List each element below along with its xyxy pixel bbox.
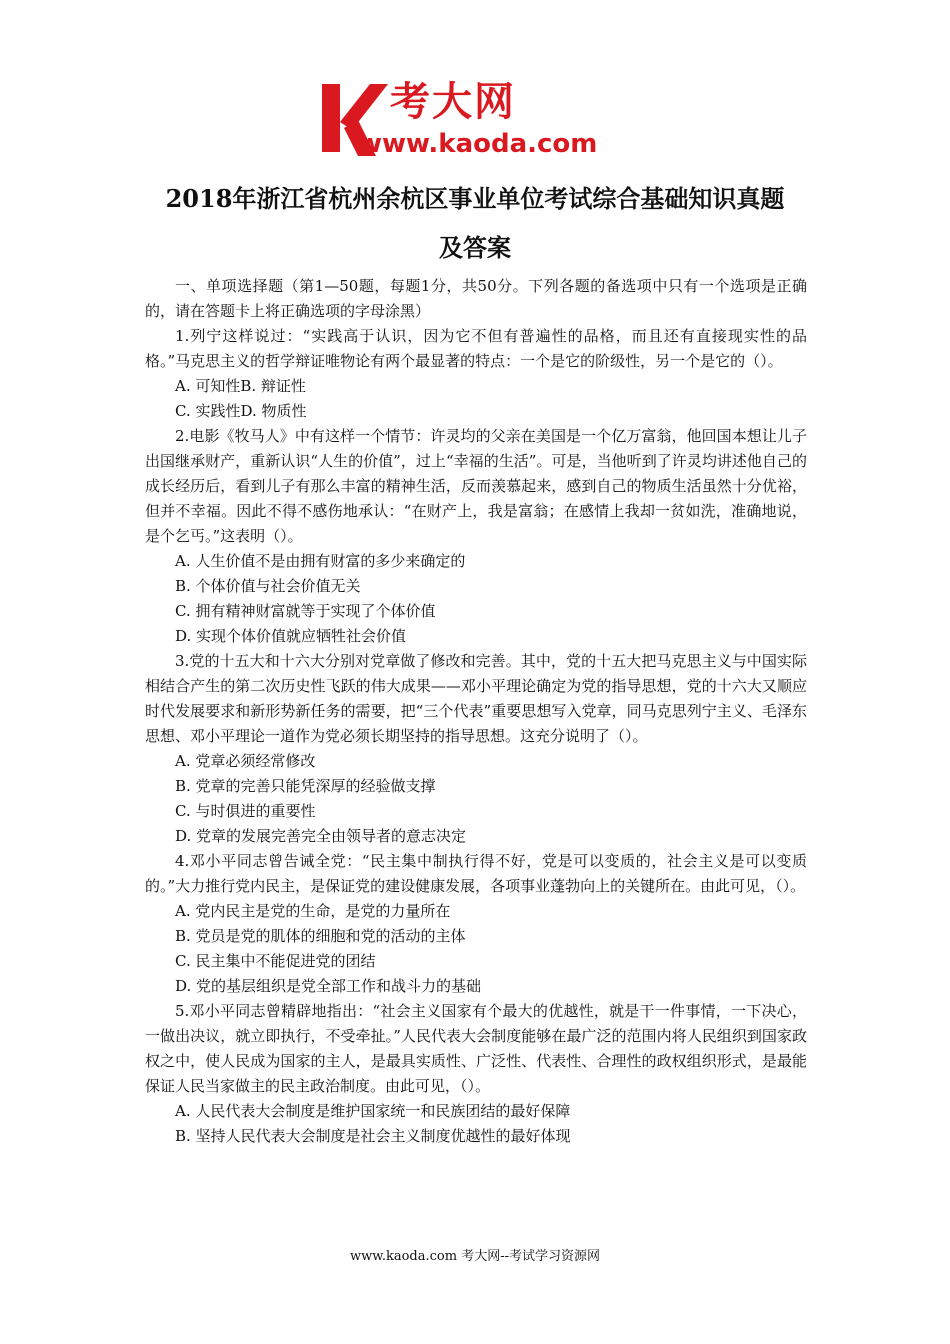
question-3-option: D. 党章的发展完善完全由领导者的意志决定 — [175, 827, 467, 845]
question-3-option: B. 党章的完善只能凭深厚的经验做支撑 — [175, 777, 436, 795]
logo-url: www.kaoda.com — [358, 129, 598, 159]
section-instructions: 一、单项选择题（第1—50题，每题1分，共50分。下列各题的备选项中只有一个选项是正确的，请在答题卡上将正确选项的字母涂黑） — [145, 277, 807, 320]
question-1-option-line: A. 可知性B. 辩证性 — [175, 377, 306, 395]
question-4-option: D. 党的基层组织是党全部工作和战斗力的基础 — [175, 977, 482, 995]
question-2-option: A. 人生价值不是由拥有财富的多少来确定的 — [175, 552, 466, 570]
question-4-option: C. 民主集中不能促进党的团结 — [175, 952, 376, 970]
logo-site-name: 考大网 — [390, 79, 516, 125]
question-2-option: D. 实现个体价值就应牺牲社会价值 — [175, 627, 407, 645]
question-2-option: B. 个体价值与社会价值无关 — [175, 577, 361, 595]
question-1-stem: 1.列宁这样说过：“实践高于认识，因为它不但有普遍性的品格，而且还有直接现实性的品格。”马克思主义的哲学辩证唯物论有两个最显著的特点：一个是它的阶级性，另一个是它的（）。 — [145, 327, 807, 370]
question-3-option: C. 与时俱进的重要性 — [175, 802, 316, 820]
question-2-stem: 2.电影《牧马人》中有这样一个情节：许灵均的父亲在美国是一个亿万富翁，他回国本想让儿子出国继承财产，重新认识“人生的价值”，过上“幸福的生活”。可是，当他听到了许灵均讲述他自己的成长经历后，看到儿子有那么丰富的精神生活，反而羡慕起来，感到自己的物质生活虽然十分优裕，但并不幸福。因此不得不感伤地承认：“在财产上，我是富翁；在感情上我却一贫如洗，准确地说，是个乞丐。”这表明（）。 — [145, 427, 807, 545]
question-3-stem: 3.党的十五大和十六大分别对党章做了修改和完善。其中，党的十五大把马克思主义与中国实际相结合产生的第二次历史性飞跃的伟大成果——邓小平理论确定为党的指导思想，党的十六大又顺应时代发展要求和新形势新任务的需要，把“三个代表”重要思想写入党章，同马克思列宁主义、毛泽东思想、邓小平理论一道作为党必须长期坚持的指导思想。这充分说明了（）。 — [145, 652, 807, 745]
question-5-option: A. 人民代表大会制度是维护国家统一和民族团结的最好保障 — [175, 1102, 571, 1120]
question-4-option: A. 党内民主是党的生命，是党的力量所在 — [175, 902, 451, 920]
kaoda-logo — [318, 79, 638, 162]
document-title-line-1: 2018年浙江省杭州余杭区事业单位考试综合基础知识真题 — [165, 184, 785, 213]
question-2-option: C. 拥有精神财富就等于实现了个体价值 — [175, 602, 436, 620]
question-4-option: B. 党员是党的肌体的细胞和党的活动的主体 — [175, 927, 466, 945]
question-3-option: A. 党章必须经常修改 — [175, 752, 316, 770]
question-5-stem: 5.邓小平同志曾精辟地指出：“社会主义国家有个最大的优越性，就是干一件事情，一下决心，一做出决议，就立即执行，不受牵扯。”人民代表大会制度能够在最广泛的范围内将人民组织到国家政权之中，使人民成为国家的主人，是最具实质性、广泛性、代表性、合理性的政权组织形式，是最能保证人民当家做主的民主政治制度。由此可见，（）。 — [145, 1002, 807, 1095]
question-5-option: B. 坚持人民代表大会制度是社会主义制度优越性的最好体现 — [175, 1127, 571, 1145]
page-footer: www.kaoda.com 考大网--考试学习资源网 — [350, 1249, 600, 1264]
question-4-stem: 4.邓小平同志曾告诫全党：“民主集中制执行得不好，党是可以变质的，社会主义是可以变质的。”大力推行党内民主，是保证党的建设健康发展，各项事业蓬勃向上的关键所在。由此可见，（）。 — [145, 852, 807, 895]
document-title-line-2: 及答案 — [439, 233, 511, 262]
document-body — [145, 274, 807, 1149]
question-1-option-line: C. 实践性D. 物质性 — [175, 402, 307, 420]
